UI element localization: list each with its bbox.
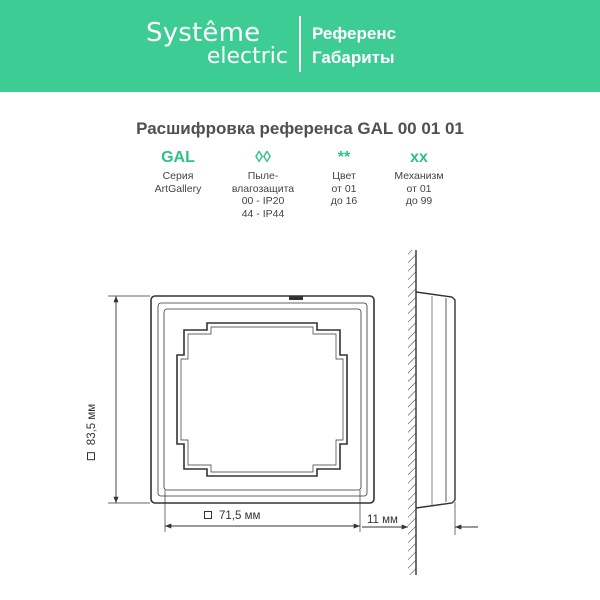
protection-code: ◊◊ xyxy=(255,149,271,166)
protection-desc-line: влагозащита xyxy=(231,182,295,195)
series-code: GAL xyxy=(161,149,195,166)
protection-desc-line: Пыле- xyxy=(247,170,279,182)
series-desc-line: Серия xyxy=(162,170,194,182)
decode-title: Расшифровка референса GAL 00 01 01 xyxy=(136,119,464,138)
wall-hatch xyxy=(408,250,416,575)
square-icon xyxy=(204,511,212,519)
square-icon xyxy=(87,452,95,460)
brand-name: Systême xyxy=(146,18,261,48)
mechanism-code: xx xyxy=(410,149,428,166)
width-value: 71,5 мм xyxy=(219,510,261,522)
height-label xyxy=(86,404,98,460)
frame-top-notch xyxy=(289,296,303,300)
color-desc-line: от 01 xyxy=(331,182,357,195)
brand-subname: electric xyxy=(206,44,288,69)
color-desc-line: до 16 xyxy=(330,195,358,207)
protection-desc-line: 44 - IP44 xyxy=(241,207,285,220)
height-value: 83,5 мм xyxy=(86,403,98,446)
series-desc-line: ArtGallery xyxy=(154,182,202,195)
frame-opening xyxy=(177,323,347,476)
frame-inner-bevel xyxy=(158,303,367,496)
height-dimension xyxy=(108,296,150,503)
color-desc-line: Цвет xyxy=(332,170,356,182)
frame-front-view xyxy=(151,296,374,503)
color-code: ** xyxy=(337,149,351,166)
frame-bevel-edge xyxy=(164,309,361,490)
mechanism-desc-line: до 99 xyxy=(405,195,433,207)
width-label xyxy=(204,510,260,522)
banner-title-line2: Габариты xyxy=(312,48,395,67)
mechanism-desc-line: от 01 xyxy=(406,182,432,195)
banner-title-line1: Референс xyxy=(312,24,397,43)
mechanism-desc-line: Механизм xyxy=(394,170,444,182)
frame-side-profile xyxy=(416,292,455,508)
frame-side-view xyxy=(408,250,455,575)
frame-opening-inner xyxy=(181,327,343,472)
depth-label: 11 мм xyxy=(367,514,398,526)
protection-desc-line: 00 - IP20 xyxy=(241,195,285,207)
